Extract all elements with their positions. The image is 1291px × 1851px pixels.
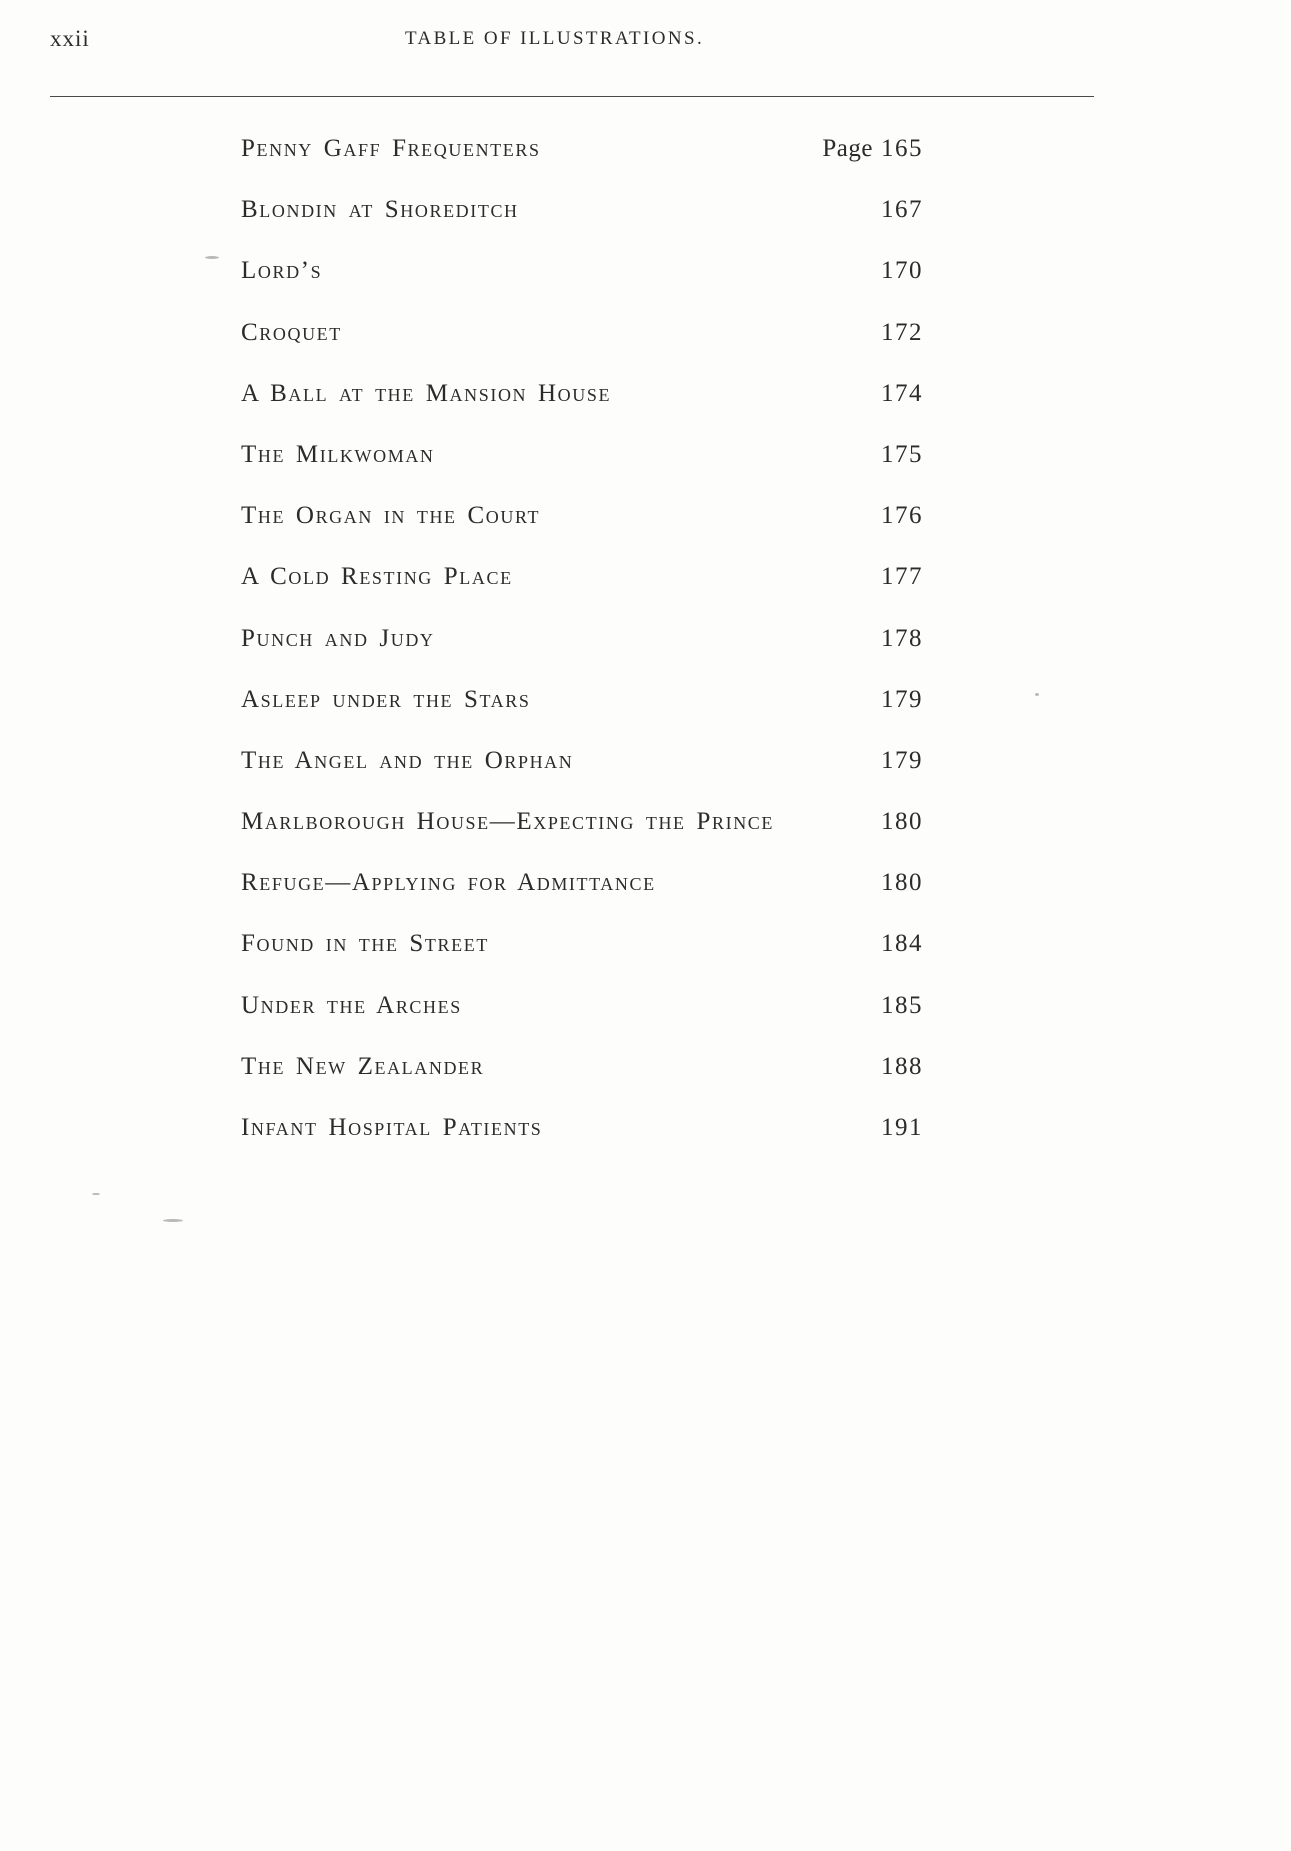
page-prefix: Page: [822, 135, 873, 162]
entry-title: Infant Hospital Patients: [241, 1114, 543, 1141]
entry-page: 188: [881, 1052, 923, 1080]
entry-page: 180: [881, 869, 923, 897]
entry-title: A Ball at the Mansion House: [241, 379, 612, 407]
list-item: [241, 196, 923, 257]
entry-title: The New Zealander: [241, 1052, 485, 1080]
list-item: [241, 502, 923, 563]
page-number: xxii: [50, 26, 90, 51]
list-item: [241, 257, 923, 318]
entry-page: 167: [881, 196, 923, 224]
list-item: [241, 441, 923, 502]
paper-speck: [205, 256, 219, 259]
entry-page: 172: [881, 318, 923, 346]
entry-title: The Angel and the Orphan: [241, 746, 574, 774]
list-item: [241, 747, 923, 808]
entry-page: 175: [881, 440, 923, 468]
paper-speck: [163, 1219, 183, 1222]
entry-title: Under the Arches: [241, 991, 462, 1019]
entry-page: 184: [881, 930, 923, 958]
entry-title: Found in the Street: [241, 930, 489, 958]
entry-title: The Organ in the Court: [241, 502, 541, 530]
entry-title: Penny Gaff Frequenters: [241, 135, 541, 162]
entry-title: Asleep under the Stars: [241, 685, 531, 713]
entry-page: 178: [881, 624, 923, 652]
entry-title: Marlborough House—Expecting the Prince: [241, 808, 775, 836]
paper-speck: [92, 1193, 100, 1195]
entry-title: A Cold Resting Place: [241, 563, 513, 591]
list-item: [241, 563, 923, 624]
list-item: [241, 869, 923, 930]
entry-page: [822, 135, 923, 163]
entry-page: 179: [881, 685, 923, 713]
list-item: [241, 380, 923, 441]
entry-title: Refuge—Applying for Admittance: [241, 869, 656, 897]
entry-page: 179: [881, 746, 923, 774]
list-item: [241, 135, 923, 196]
entry-title: Blondin at Shoreditch: [241, 196, 519, 224]
entry-page: 177: [881, 563, 923, 591]
list-item: [241, 1114, 923, 1175]
list-item: [241, 686, 923, 747]
list-item: [241, 808, 923, 869]
running-title: TABLE OF ILLUSTRATIONS.: [405, 28, 705, 49]
entry-page: 180: [881, 808, 923, 836]
list-item: [241, 319, 923, 380]
list-item: [241, 625, 923, 686]
entry-page: 176: [881, 502, 923, 530]
list-item: [241, 992, 923, 1053]
entry-page: 174: [881, 379, 923, 407]
entry-title: Lord’s: [241, 257, 323, 285]
paper-speck: [1035, 693, 1039, 696]
entry-title: Punch and Judy: [241, 624, 435, 652]
page-number-value: 165: [881, 135, 923, 162]
list-item: [241, 930, 923, 991]
entry-page: 170: [881, 257, 923, 285]
entry-title: Croquet: [241, 318, 342, 346]
entry-page: 185: [881, 991, 923, 1019]
entry-title: The Milkwoman: [241, 440, 435, 468]
running-head: [0, 26, 1094, 56]
entry-page: 191: [881, 1114, 923, 1141]
list-item: [241, 1053, 923, 1114]
illustrations-list: [241, 135, 923, 1175]
header-rule: [50, 96, 1094, 97]
